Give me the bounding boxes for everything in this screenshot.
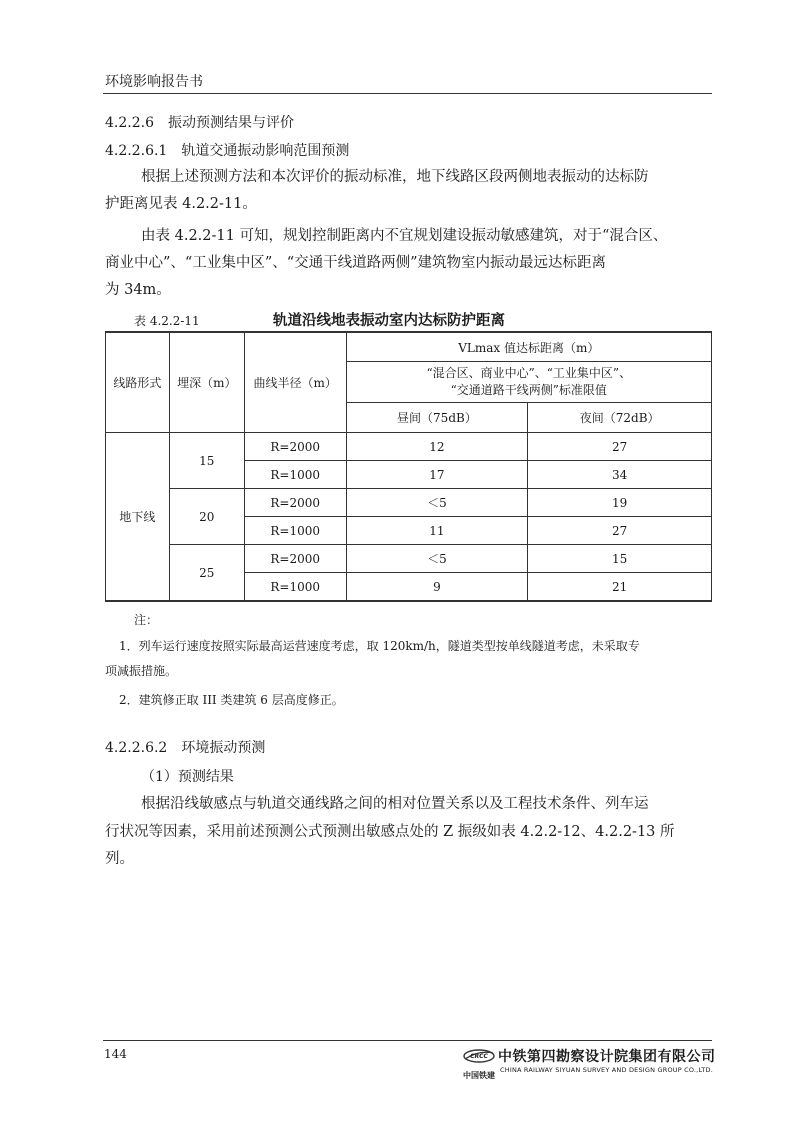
header-vlmax: VLmax 值达标距离（m） [346, 332, 711, 362]
cell-radius: R=1000 [244, 573, 346, 602]
paragraph-2-line-3: 为 34m。 [105, 282, 171, 298]
header-route-form: 线路形式 [106, 332, 170, 433]
header-divider [103, 93, 712, 94]
paragraph-3-line-1: 根据沿线敏感点与轨道交通线路之间的相对位置关系以及工程技术条件、列车运 [141, 796, 649, 812]
cell-radius: R=1000 [244, 461, 346, 489]
table-row [106, 433, 712, 461]
cell-radius: R=2000 [244, 433, 346, 461]
note-1-line-1: 1．列车运行速度按照实际最高运营速度考虑，取 120km/h，隧道类型按单线隧道考虑，未采取专 [119, 639, 640, 653]
svg-text:CRCC: CRCC [470, 1053, 488, 1060]
cell-night: 21 [528, 573, 712, 602]
cell-radius: R=1000 [244, 517, 346, 545]
cell-day: 11 [346, 517, 528, 545]
header-depth: 埋深（m） [169, 332, 244, 433]
cell-day: ＜5 [346, 545, 528, 573]
cell-night: 27 [528, 517, 712, 545]
cell-day: 17 [346, 461, 528, 489]
header-night: 夜间（72dB） [528, 403, 712, 433]
section-heading-4-2-2-6-2: 4.2.2.6.2 环境振动预测 [105, 740, 266, 756]
cell-day: 12 [346, 433, 528, 461]
header-standard-line-1: “混合区、商业中心”、“工业集中区”、 [426, 366, 632, 380]
cell-day: 9 [346, 573, 528, 602]
paragraph-3-line-3: 列。 [105, 851, 134, 867]
subheading-prediction-results: （1）预测结果 [141, 769, 234, 785]
note-1-line-2: 项减振措施。 [105, 664, 178, 678]
cell-route-type: 地下线 [106, 433, 170, 602]
cell-radius: R=2000 [244, 489, 346, 517]
cell-depth: 25 [169, 545, 244, 602]
header-standard-line-2: “交通道路干线两侧”标准限值 [450, 383, 607, 397]
cell-day: ＜5 [346, 489, 528, 517]
crcc-logo-icon [462, 1046, 496, 1068]
cell-night: 27 [528, 433, 712, 461]
paragraph-2-line-1: 由表 4.2.2-11 可知，规划控制距离内不宜规划建设振动敏感建筑，对于“混合区、 [141, 228, 668, 244]
header-radius: 曲线半径（m） [244, 332, 346, 433]
notes-label: 注： [134, 613, 159, 627]
vibration-distance-table [105, 331, 712, 602]
company-name-en: CHINA RAILWAY SIYUAN SURVEY AND DESIGN GROUP CO.,LTD. [500, 1066, 713, 1074]
note-2: 2．建筑修正取 III 类建筑 6 层高度修正。 [119, 693, 344, 707]
cell-night: 34 [528, 461, 712, 489]
cell-depth: 15 [169, 433, 244, 489]
paragraph-1-line-2: 护距离见表 4.2.2-11。 [105, 196, 257, 212]
footer-divider [103, 1040, 712, 1041]
company-name-cn: 中铁第四勘察设计院集团有限公司 [498, 1049, 716, 1065]
cell-radius: R=2000 [244, 545, 346, 573]
paragraph-3-line-2: 行状况等因素，采用前述预测公式预测出敏感点处的 Z 振级如表 4.2.2-12、4.2.2-13 所 [105, 824, 675, 840]
header-day: 昼间（75dB） [346, 403, 528, 433]
page-number: 144 [104, 1047, 127, 1061]
section-heading-4-2-2-6: 4.2.2.6 振动预测结果与评价 [105, 115, 294, 131]
table-row [106, 545, 712, 573]
header-standard [346, 362, 711, 403]
cell-night: 19 [528, 489, 712, 517]
paragraph-2-line-2: 商业中心”、“工业集中区”、“交通干线道路两侧”建筑物室内振动最远达标距离 [105, 255, 607, 271]
table-title: 轨道沿线地表振动室内达标防护距离 [273, 313, 505, 329]
section-heading-4-2-2-6-1: 4.2.2.6.1 轨道交通振动影响范围预测 [105, 143, 350, 159]
cell-depth: 20 [169, 489, 244, 545]
cell-night: 15 [528, 545, 712, 573]
table-number: 表 4.2.2-11 [134, 314, 200, 328]
table-row [106, 489, 712, 517]
document-header-title: 环境影响报告书 [105, 74, 203, 90]
paragraph-1-line-1: 根据上述预测方法和本次评价的振动标准，地下线路区段两侧地表振动的达标防 [141, 169, 649, 185]
logo-caption: 中国铁建 [463, 1071, 495, 1080]
